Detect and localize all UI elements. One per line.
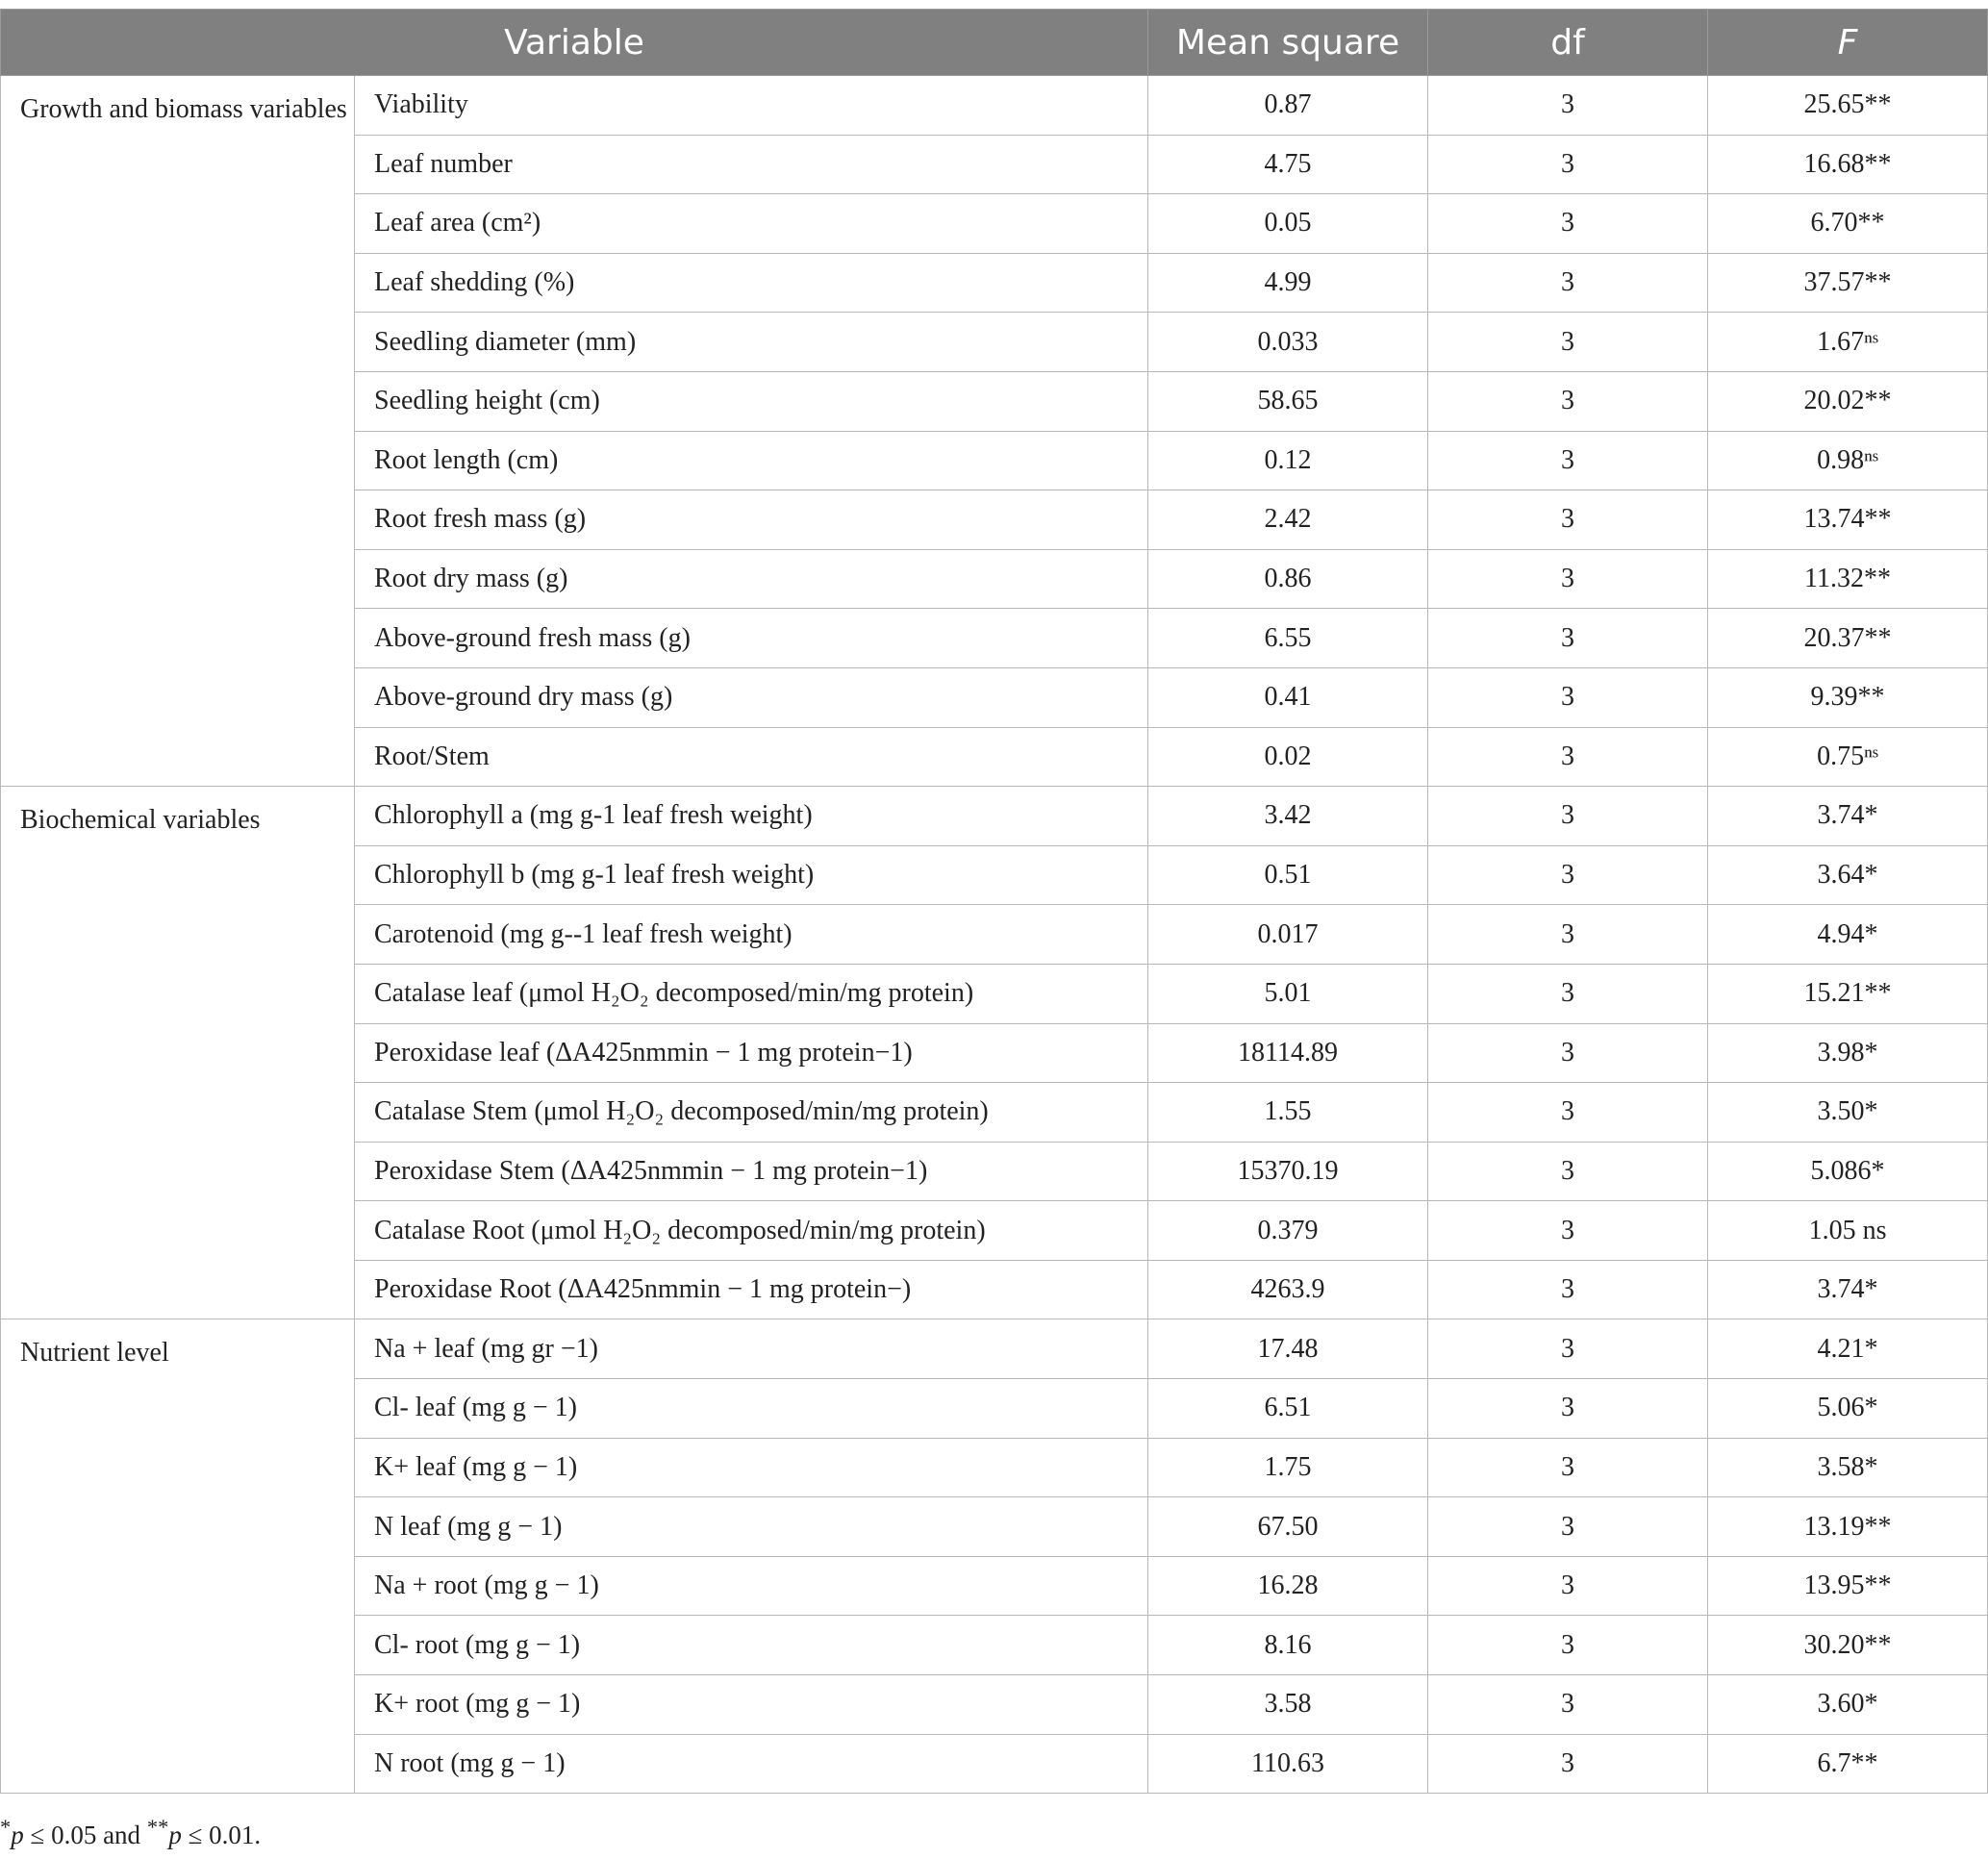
df-cell: 3 — [1428, 1497, 1708, 1557]
variable-cell: Above-ground dry mass (g) — [355, 667, 1148, 727]
mean-square-cell: 0.02 — [1148, 727, 1428, 787]
df-cell: 3 — [1428, 194, 1708, 254]
f-value-cell: 20.37** — [1708, 609, 1988, 668]
df-cell: 3 — [1428, 1616, 1708, 1675]
df-cell: 3 — [1428, 1142, 1708, 1201]
f-value-cell: 25.65** — [1708, 76, 1988, 136]
variable-cell: Catalase leaf (μmol H₂O₂ decomposed/min/mg protein) — [355, 964, 1148, 1023]
f-value-cell: 4.21* — [1708, 1319, 1988, 1379]
df-cell: 3 — [1428, 135, 1708, 194]
f-value-cell: 11.32** — [1708, 549, 1988, 609]
footnote-condition-2: ≤ 0.01. — [181, 1821, 262, 1849]
variable-cell: Above-ground fresh mass (g) — [355, 609, 1148, 668]
df-cell: 3 — [1428, 1023, 1708, 1083]
df-cell: 3 — [1428, 313, 1708, 372]
f-value-cell: 20.02** — [1708, 371, 1988, 431]
mean-square-cell: 6.55 — [1148, 609, 1428, 668]
mean-square-cell: 15370.19 — [1148, 1142, 1428, 1201]
table-row — [1, 787, 1988, 846]
mean-square-cell: 0.05 — [1148, 194, 1428, 254]
variable-cell: N root (mg g − 1) — [355, 1734, 1148, 1794]
df-cell: 3 — [1428, 371, 1708, 431]
f-value-cell: 4.94* — [1708, 905, 1988, 965]
df-cell: 3 — [1428, 253, 1708, 313]
df-cell: 3 — [1428, 1556, 1708, 1616]
group-label: Growth and biomass variables — [1, 76, 355, 787]
mean-square-cell: 0.41 — [1148, 667, 1428, 727]
mean-square-cell: 0.12 — [1148, 431, 1428, 490]
mean-square-cell: 0.017 — [1148, 905, 1428, 965]
variable-cell: Peroxidase Stem (ΔA425nmmin − 1 mg protein−1) — [355, 1142, 1148, 1201]
df-cell: 3 — [1428, 76, 1708, 136]
variable-cell: Na + root (mg g − 1) — [355, 1556, 1148, 1616]
f-value-cell: 6.7** — [1708, 1734, 1988, 1794]
f-value-cell: 9.39** — [1708, 667, 1988, 727]
mean-square-cell: 6.51 — [1148, 1379, 1428, 1439]
header-row — [1, 10, 1988, 76]
footnote-condition-1: ≤ 0.05 and — [23, 1821, 147, 1849]
f-value-cell: 37.57** — [1708, 253, 1988, 313]
f-value-cell: 1.67ⁿˢ — [1708, 313, 1988, 372]
f-value-cell: 15.21** — [1708, 964, 1988, 1023]
f-value-cell: 5.086* — [1708, 1142, 1988, 1201]
df-cell: 3 — [1428, 845, 1708, 905]
mean-square-cell: 5.01 — [1148, 964, 1428, 1023]
variable-cell: Leaf shedding (%) — [355, 253, 1148, 313]
footnote-p-symbol-2: p — [168, 1821, 182, 1849]
f-value-cell: 1.05 ns — [1708, 1201, 1988, 1261]
variable-cell: Peroxidase Root (ΔA425nmmin − 1 mg protein−) — [355, 1260, 1148, 1319]
df-cell: 3 — [1428, 1201, 1708, 1261]
df-cell: 3 — [1428, 964, 1708, 1023]
mean-square-cell: 0.86 — [1148, 549, 1428, 609]
df-cell: 3 — [1428, 727, 1708, 787]
variable-cell: Cl- root (mg g − 1) — [355, 1616, 1148, 1675]
mean-square-cell: 3.58 — [1148, 1675, 1428, 1735]
mean-square-cell: 18114.89 — [1148, 1023, 1428, 1083]
variable-cell: Chlorophyll a (mg g-1 leaf fresh weight) — [355, 787, 1148, 846]
mean-square-cell: 4.99 — [1148, 253, 1428, 313]
header-mean-square: Mean square — [1148, 10, 1428, 76]
footnote-p-symbol: p — [11, 1821, 24, 1849]
f-value-cell: 0.98ⁿˢ — [1708, 431, 1988, 490]
variable-cell: Chlorophyll b (mg g-1 leaf fresh weight) — [355, 845, 1148, 905]
table-row — [1, 1319, 1988, 1379]
variable-cell: Root length (cm) — [355, 431, 1148, 490]
f-value-cell: 6.70** — [1708, 194, 1988, 254]
mean-square-cell: 67.50 — [1148, 1497, 1428, 1557]
df-cell: 3 — [1428, 609, 1708, 668]
variable-cell: Peroxidase leaf (ΔA425nmmin − 1 mg protein−1) — [355, 1023, 1148, 1083]
f-value-cell: 30.20** — [1708, 1616, 1988, 1675]
mean-square-cell: 8.16 — [1148, 1616, 1428, 1675]
df-cell: 3 — [1428, 1675, 1708, 1735]
footnote-star-double: ** — [146, 1815, 169, 1839]
variable-cell: K+ leaf (mg g − 1) — [355, 1438, 1148, 1497]
df-cell: 3 — [1428, 787, 1708, 846]
mean-square-cell: 2.42 — [1148, 490, 1428, 550]
footnote-star-single: * — [0, 1815, 12, 1839]
mean-square-cell: 4.75 — [1148, 135, 1428, 194]
mean-square-cell: 0.379 — [1148, 1201, 1428, 1261]
variable-cell: Seedling height (cm) — [355, 371, 1148, 431]
variable-cell: Na + leaf (mg gr −1) — [355, 1319, 1148, 1379]
variable-cell: K+ root (mg g − 1) — [355, 1675, 1148, 1735]
mean-square-cell: 58.65 — [1148, 371, 1428, 431]
f-value-cell: 3.60* — [1708, 1675, 1988, 1735]
mean-square-cell: 1.55 — [1148, 1083, 1428, 1143]
variable-cell: Catalase Root (μmol H₂O₂ decomposed/min/mg protein) — [355, 1201, 1148, 1261]
variable-cell: Root dry mass (g) — [355, 549, 1148, 609]
df-cell: 3 — [1428, 905, 1708, 965]
mean-square-cell: 4263.9 — [1148, 1260, 1428, 1319]
f-value-cell: 3.74* — [1708, 787, 1988, 846]
variable-cell: Root/Stem — [355, 727, 1148, 787]
mean-square-cell: 16.28 — [1148, 1556, 1428, 1616]
f-value-cell: 3.98* — [1708, 1023, 1988, 1083]
variable-cell: Leaf area (cm²) — [355, 194, 1148, 254]
df-cell: 3 — [1428, 1260, 1708, 1319]
footnote — [0, 1815, 261, 1850]
f-value-cell: 13.19** — [1708, 1497, 1988, 1557]
group-label: Biochemical variables — [1, 787, 355, 1319]
variable-cell: Viability — [355, 76, 1148, 136]
mean-square-cell: 1.75 — [1148, 1438, 1428, 1497]
f-value-cell: 3.58* — [1708, 1438, 1988, 1497]
mean-square-cell: 0.033 — [1148, 313, 1428, 372]
df-cell: 3 — [1428, 490, 1708, 550]
variable-cell: Leaf number — [355, 135, 1148, 194]
df-cell: 3 — [1428, 667, 1708, 727]
f-value-cell: 13.95** — [1708, 1556, 1988, 1616]
mean-square-cell: 110.63 — [1148, 1734, 1428, 1794]
f-value-cell: 16.68** — [1708, 135, 1988, 194]
f-value-cell: 13.74** — [1708, 490, 1988, 550]
df-cell: 3 — [1428, 1319, 1708, 1379]
df-cell: 3 — [1428, 1438, 1708, 1497]
f-value-cell: 3.64* — [1708, 845, 1988, 905]
table-row — [1, 76, 1988, 136]
variable-cell: Catalase Stem (μmol H₂O₂ decomposed/min/mg protein) — [355, 1083, 1148, 1143]
table-body — [1, 76, 1988, 1794]
df-cell: 3 — [1428, 431, 1708, 490]
header-f: F — [1708, 10, 1988, 76]
df-cell: 3 — [1428, 1734, 1708, 1794]
mean-square-cell: 3.42 — [1148, 787, 1428, 846]
header-df: df — [1428, 10, 1708, 76]
header-variable: Variable — [1, 10, 1148, 76]
df-cell: 3 — [1428, 549, 1708, 609]
f-value-cell: 3.50* — [1708, 1083, 1988, 1143]
df-cell: 3 — [1428, 1083, 1708, 1143]
df-cell: 3 — [1428, 1379, 1708, 1439]
mean-square-cell: 17.48 — [1148, 1319, 1428, 1379]
f-value-cell: 3.74* — [1708, 1260, 1988, 1319]
variable-cell: Seedling diameter (mm) — [355, 313, 1148, 372]
variable-cell: Cl- leaf (mg g − 1) — [355, 1379, 1148, 1439]
f-value-cell: 5.06* — [1708, 1379, 1988, 1439]
group-label: Nutrient level — [1, 1319, 355, 1794]
mean-square-cell: 0.87 — [1148, 76, 1428, 136]
mean-square-cell: 0.51 — [1148, 845, 1428, 905]
variable-cell: Root fresh mass (g) — [355, 490, 1148, 550]
f-value-cell: 0.75ⁿˢ — [1708, 727, 1988, 787]
variable-cell: Carotenoid (mg g--1 leaf fresh weight) — [355, 905, 1148, 965]
anova-table — [0, 9, 1988, 1794]
variable-cell: N leaf (mg g − 1) — [355, 1497, 1148, 1557]
